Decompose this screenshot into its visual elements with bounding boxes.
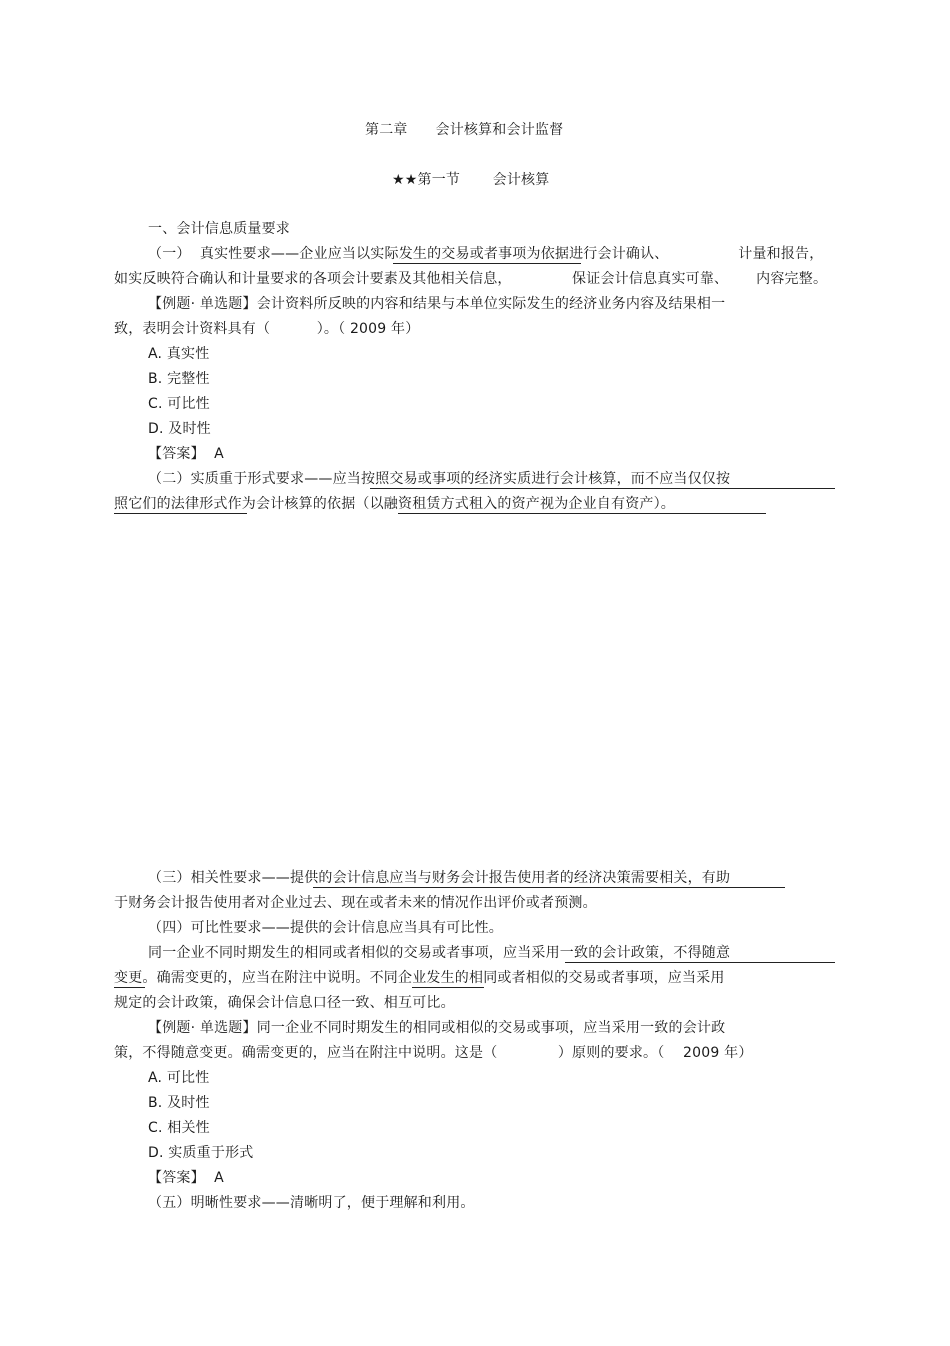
q1-option-d: D. 及时性 <box>148 421 211 437</box>
p1-line-2: 如实反映符合确认和计量要求的各项会计要素及其他相关信息， 保证会计信息真实可靠、 内容完整。 <box>114 271 828 287</box>
p3-line-2: 于财务会计报告使用者对企业过去、现在或者未来的情况作出评价或者预测。 <box>114 895 597 911</box>
q1-line-1: 【例题· 单选题】会计资料所反映的内容和结果与本单位实际发生的经济业务内容及结果相一 <box>148 296 726 312</box>
q2-line-1: 【例题· 单选题】同一企业不同时期发生的相同或相似的交易或事项，应当采用一致的会计政 <box>148 1020 726 1036</box>
p2-line-1: （二）实质重于形式要求——应当按照交易或事项的经济实质进行会计核算，而不应当仅仅按 <box>148 471 731 487</box>
p4-underline-2 <box>114 987 145 988</box>
p2-underline-2a <box>114 513 247 514</box>
p2-line-2: 照它们的法律形式作为会计核算的依据（以融资租赁方式租入的资产视为企业自有资产）。 <box>114 496 675 512</box>
chapter-title: 第二章 会计核算和会计监督 <box>365 122 564 138</box>
q1-option-c: C. 可比性 <box>148 396 210 412</box>
p4-underline-3 <box>412 987 484 988</box>
p4-line-3: 变更。确需变更的，应当在附注中说明。不同企业发生的相同或者相似的交易或者事项，应当采用 <box>114 970 725 986</box>
p1-underline <box>393 263 581 264</box>
q1-line-2: 致，表明会计资料具有（ ）。（ 2009 年） <box>114 321 420 337</box>
p4-underline-1 <box>565 962 835 963</box>
p4-line-4: 规定的会计政策，确保会计信息口径一致、相互可比。 <box>114 995 455 1011</box>
p4-line-2: 同一企业不同时期发生的相同或者相似的交易或者事项，应当采用一致的会计政策，不得随意 <box>148 945 731 961</box>
heading-quality-requirements: 一、会计信息质量要求 <box>148 221 290 237</box>
p5-line-1: （五）明晰性要求——清晰明了，便于理解和利用。 <box>148 1195 475 1211</box>
q2-option-c: C. 相关性 <box>148 1120 210 1136</box>
p4-line-1: （四）可比性要求——提供的会计信息应当具有可比性。 <box>148 920 503 936</box>
q2-option-b: B. 及时性 <box>148 1095 210 1111</box>
section-title: ★★第一节 会计核算 <box>392 172 550 188</box>
q1-option-a: A. 真实性 <box>148 346 210 362</box>
p3-underline <box>313 887 785 888</box>
q2-option-d: D. 实质重于形式 <box>148 1145 254 1161</box>
p2-underline-1 <box>370 488 835 489</box>
q2-answer: 【答案】 A <box>148 1170 224 1186</box>
p2-underline-2b <box>398 513 766 514</box>
q1-option-b: B. 完整性 <box>148 371 210 387</box>
p3-line-1: （三）相关性要求——提供的会计信息应当与财务会计报告使用者的经济决策需要相关，有助 <box>148 870 731 886</box>
q2-option-a: A. 可比性 <box>148 1070 210 1086</box>
q2-line-2: 策，不得随意变更。确需变更的，应当在附注中说明。这是（ ）原则的要求。（ 2009 年） <box>114 1045 753 1061</box>
p1-line-1: （一） 真实性要求——企业应当以实际发生的交易或者事项为依据进行会计确认、 计量和报告， <box>148 246 824 262</box>
q1-answer: 【答案】 A <box>148 446 224 462</box>
